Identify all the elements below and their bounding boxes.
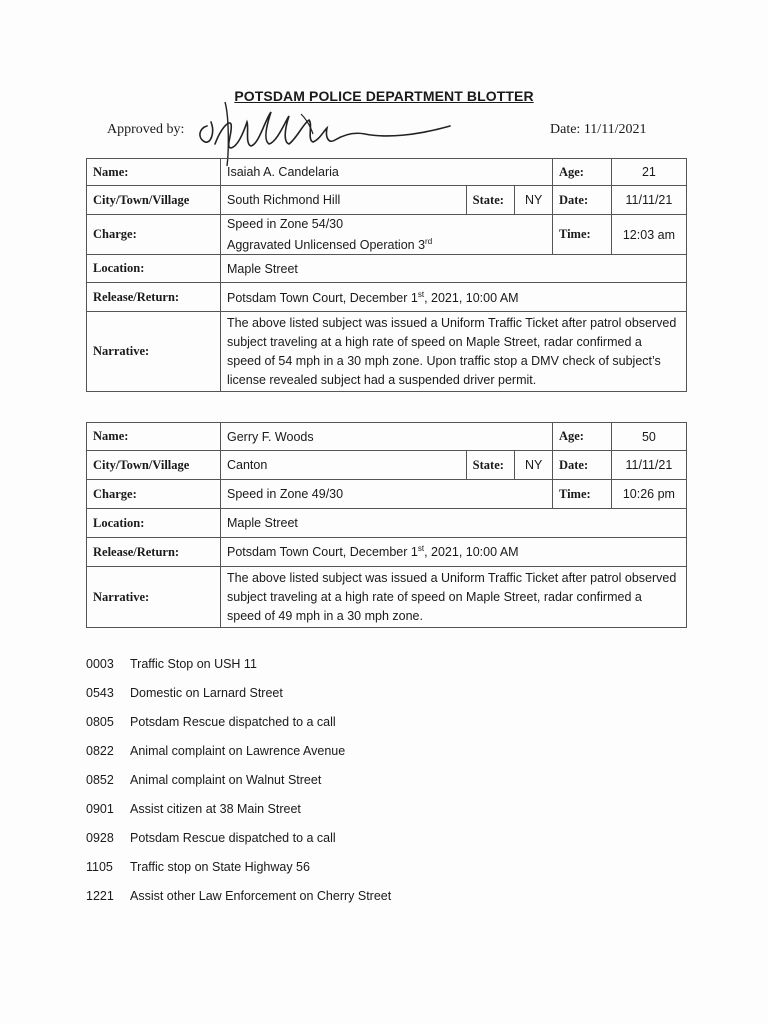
log-time: 1221 xyxy=(86,889,114,903)
log-entry xyxy=(86,802,586,822)
narrative-line: The above listed subject was issued a Uniform Traffic Ticket after patrol observed xyxy=(227,570,677,585)
log-entry xyxy=(86,686,586,706)
state-value: NY xyxy=(515,186,553,215)
name-value: Gerry F. Woods xyxy=(221,423,553,451)
time-label: Time: xyxy=(552,215,611,255)
narrative-label: Narrative: xyxy=(87,567,221,628)
log-description: Assist citizen at 38 Main Street xyxy=(130,802,301,816)
log-time: 0928 xyxy=(86,831,114,845)
narrative-line: speed of 49 mph in a 30 mph zone. xyxy=(227,608,423,623)
narrative-line: subject traveling at a high rate of speed on Maple Street, radar confirmed a xyxy=(227,589,642,604)
narrative-text xyxy=(221,312,687,392)
approved-by-label: Approved by: xyxy=(107,122,185,137)
log-description: Animal complaint on Lawrence Avenue xyxy=(130,744,346,758)
narrative-line: The above listed subject was issued a Uniform Traffic Ticket after patrol observed xyxy=(227,315,677,330)
log-description: Traffic stop on State Highway 56 xyxy=(130,860,310,874)
charge-line: Aggravated Unlicensed Operation 3rd xyxy=(227,237,433,253)
city-value: Canton xyxy=(221,451,467,480)
charge-line: Speed in Zone 54/30 xyxy=(227,217,344,231)
log-description: Assist other Law Enforcement on Cherry Street xyxy=(130,889,392,903)
narrative-label: Narrative: xyxy=(87,312,221,392)
log-description: Domestic on Larnard Street xyxy=(130,686,283,700)
location-value: Maple Street xyxy=(221,255,687,283)
log-entry xyxy=(86,860,586,880)
date-label: Date: xyxy=(552,186,611,215)
state-value: NY xyxy=(515,451,553,480)
state-label: State: xyxy=(466,186,515,215)
charge-label: Charge: xyxy=(87,480,221,509)
log-entry xyxy=(86,773,586,793)
location-value: Maple Street xyxy=(221,509,687,538)
log-entry xyxy=(86,831,586,851)
log-time: 0852 xyxy=(86,773,114,787)
age-label: Age: xyxy=(552,159,611,186)
log-time: 0003 xyxy=(86,657,114,671)
log-description: Animal complaint on Walnut Street xyxy=(130,773,322,787)
blotter-date: Date: 11/11/2021 xyxy=(550,122,647,137)
age-value: 50 xyxy=(611,423,686,451)
narrative-line: subject traveling at a high rate of speed on Maple Street, radar confirmed a xyxy=(227,334,642,349)
release-label: Release/Return: xyxy=(87,538,221,567)
date-value: 11/11/21 xyxy=(611,186,686,215)
log-description: Potsdam Rescue dispatched to a call xyxy=(130,831,336,845)
log-time: 0901 xyxy=(86,802,114,816)
location-label: Location: xyxy=(87,255,221,283)
log-entry xyxy=(86,657,586,677)
log-description: Potsdam Rescue dispatched to a call xyxy=(130,715,336,729)
name-value: Isaiah A. Candelaria xyxy=(221,159,553,186)
time-value: 10:26 pm xyxy=(611,480,686,509)
name-label: Name: xyxy=(87,423,221,451)
log-entry xyxy=(86,715,586,735)
city-value: South Richmond Hill xyxy=(221,186,467,215)
release-label: Release/Return: xyxy=(87,283,221,312)
log-time: 0805 xyxy=(86,715,114,729)
log-time: 0543 xyxy=(86,686,114,700)
log-time: 0822 xyxy=(86,744,114,758)
age-label: Age: xyxy=(552,423,611,451)
narrative-text xyxy=(221,567,687,628)
log-description: Traffic Stop on USH 11 xyxy=(130,657,257,671)
narrative-line: speed of 54 mph in a 30 mph zone. Upon traffic stop a DMV check of subject’s xyxy=(227,353,661,368)
release-value: Potsdam Town Court, December 1st, 2021, 10:00 AM xyxy=(221,538,687,567)
blotter-record xyxy=(86,158,687,392)
city-label: City/Town/Village xyxy=(87,186,221,215)
age-value: 21 xyxy=(611,159,686,186)
log-time: 1105 xyxy=(86,860,113,874)
state-label: State: xyxy=(466,451,515,480)
document-title: POTSDAM POLICE DEPARTMENT BLOTTER xyxy=(234,88,534,104)
charge-value: Speed in Zone 49/30 xyxy=(221,480,553,509)
time-label: Time: xyxy=(552,480,611,509)
date-label: Date: xyxy=(552,451,611,480)
location-label: Location: xyxy=(87,509,221,538)
charge-label: Charge: xyxy=(87,215,221,255)
city-label: City/Town/Village xyxy=(87,451,221,480)
log-entry xyxy=(86,744,586,764)
release-value: Potsdam Town Court, December 1st, 2021, 10:00 AM xyxy=(221,283,687,312)
narrative-line: license revealed subject had a suspended driver permit. xyxy=(227,372,537,387)
blotter-record xyxy=(86,422,687,628)
charge-value xyxy=(221,215,553,255)
date-value: 11/11/21 xyxy=(611,451,686,480)
name-label: Name: xyxy=(87,159,221,186)
time-value: 12:03 am xyxy=(611,215,686,255)
log-entry xyxy=(86,889,586,909)
